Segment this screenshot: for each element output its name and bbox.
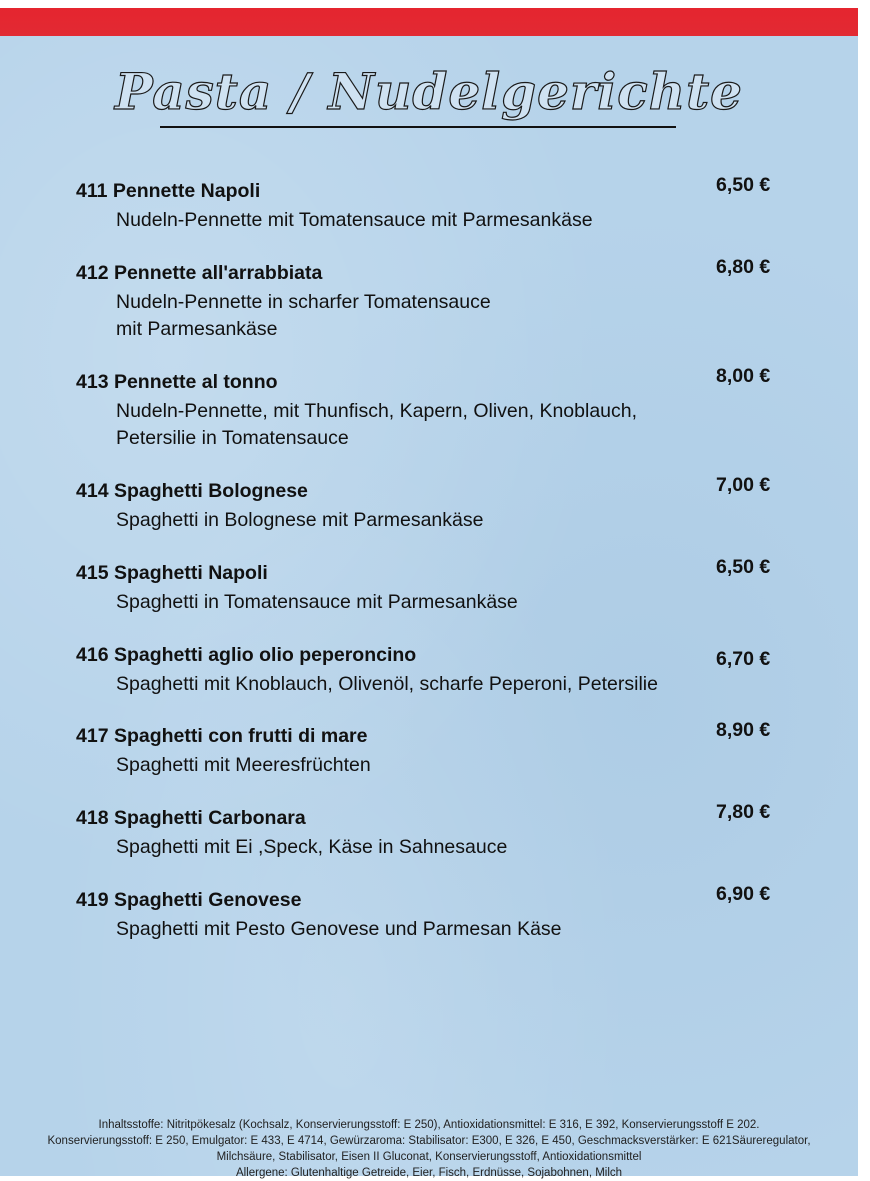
- menu-item-name: 415 Spaghetti Napoli: [76, 562, 268, 584]
- page-title: Pasta / Nudelgerichte: [114, 62, 743, 121]
- menu-item-name: 416 Spaghetti aglio olio peperoncino: [76, 644, 417, 666]
- menu-item-description: [116, 752, 371, 779]
- description-line: mit Parmesankäse: [116, 318, 278, 340]
- menu-item-description: [116, 207, 593, 234]
- menu-item-price: 7,00 €: [716, 474, 771, 496]
- menu-item-price: 8,00 €: [716, 365, 771, 387]
- menu-item-name: 413 Pennette al tonno: [76, 371, 278, 393]
- description-line: Spaghetti mit Meeresfrüchten: [116, 754, 371, 776]
- menu-item-description: [116, 589, 518, 616]
- page-margin: [858, 0, 870, 1176]
- top-red-bar: [0, 0, 858, 36]
- footer-line: Allergene: Glutenhaltige Getreide, Eier, Fisch, Erdnüsse, Sojabohnen, Milch: [235, 1167, 623, 1179]
- description-line: Spaghetti in Tomatensauce mit Parmesankäse: [116, 591, 518, 613]
- menu-item-price: 7,80 €: [716, 801, 771, 823]
- menu-item-name: 412 Pennette all'arrabbiata: [76, 262, 323, 284]
- description-line: Spaghetti in Bolognese mit Parmesankäse: [116, 509, 484, 531]
- menu-item-price: 6,70 €: [716, 648, 771, 670]
- description-line: Spaghetti mit Pesto Genovese und Parmesan Käse: [116, 918, 562, 940]
- menu-item-price: 6,50 €: [716, 174, 771, 196]
- description-line: Spaghetti mit Ei ,Speck, Käse in Sahnesauce: [116, 836, 508, 858]
- footer-line: Konservierungsstoff: E 250, Emulgator: E 433, E 4714, Gewürzaroma: Stabilisator: E300, E 326, E 450, Geschmacksverstärker: E 621Säureregulator,: [47, 1135, 811, 1147]
- menu-item-price: 6,80 €: [716, 256, 771, 278]
- menu-item-description: [116, 671, 658, 698]
- menu-item-name: 411 Pennette Napoli: [76, 180, 261, 202]
- footer-line: Inhaltsstoffe: Nitritpökesalz (Kochsalz, Konservierungsstoff: E 250), Antioxidationsmittel: E 316, E 392, Konservierungsstoff E 202.: [98, 1119, 760, 1131]
- description-line: Petersilie in Tomatensauce: [116, 427, 349, 449]
- menu-item-name: 417 Spaghetti con frutti di mare: [76, 725, 368, 747]
- menu-item-name: 418 Spaghetti Carbonara: [76, 807, 306, 829]
- menu-item-name: 419 Spaghetti Genovese: [76, 889, 302, 911]
- menu-item-description: [116, 398, 637, 452]
- description-line: Nudeln-Pennette in scharfer Tomatensauce: [116, 291, 491, 313]
- menu-item-price: 8,90 €: [716, 719, 771, 741]
- menu-item-price: 6,50 €: [716, 556, 771, 578]
- menu-item-name: 414 Spaghetti Bolognese: [76, 480, 308, 502]
- menu-item-description: [116, 916, 562, 943]
- description-line: Spaghetti mit Knoblauch, Olivenöl, scharfe Peperoni, Petersilie: [116, 673, 658, 695]
- description-line: Nudeln-Pennette mit Tomatensauce mit Parmesankäse: [116, 209, 593, 231]
- menu-item-price: 6,90 €: [716, 883, 771, 905]
- description-line: Nudeln-Pennette, mit Thunfisch, Kapern, Oliven, Knoblauch,: [116, 400, 638, 422]
- footer-line: Milchsäure, Stabilisator, Eisen II Gluconat, Konservierungsstoff, Antioxidationsmittel: [216, 1151, 642, 1163]
- menu-item-description: [116, 507, 483, 534]
- menu-item-description: [116, 834, 507, 861]
- menu-item-description: [116, 289, 491, 343]
- ingredients-footer: [0, 1117, 858, 1181]
- title-underline: [160, 126, 676, 128]
